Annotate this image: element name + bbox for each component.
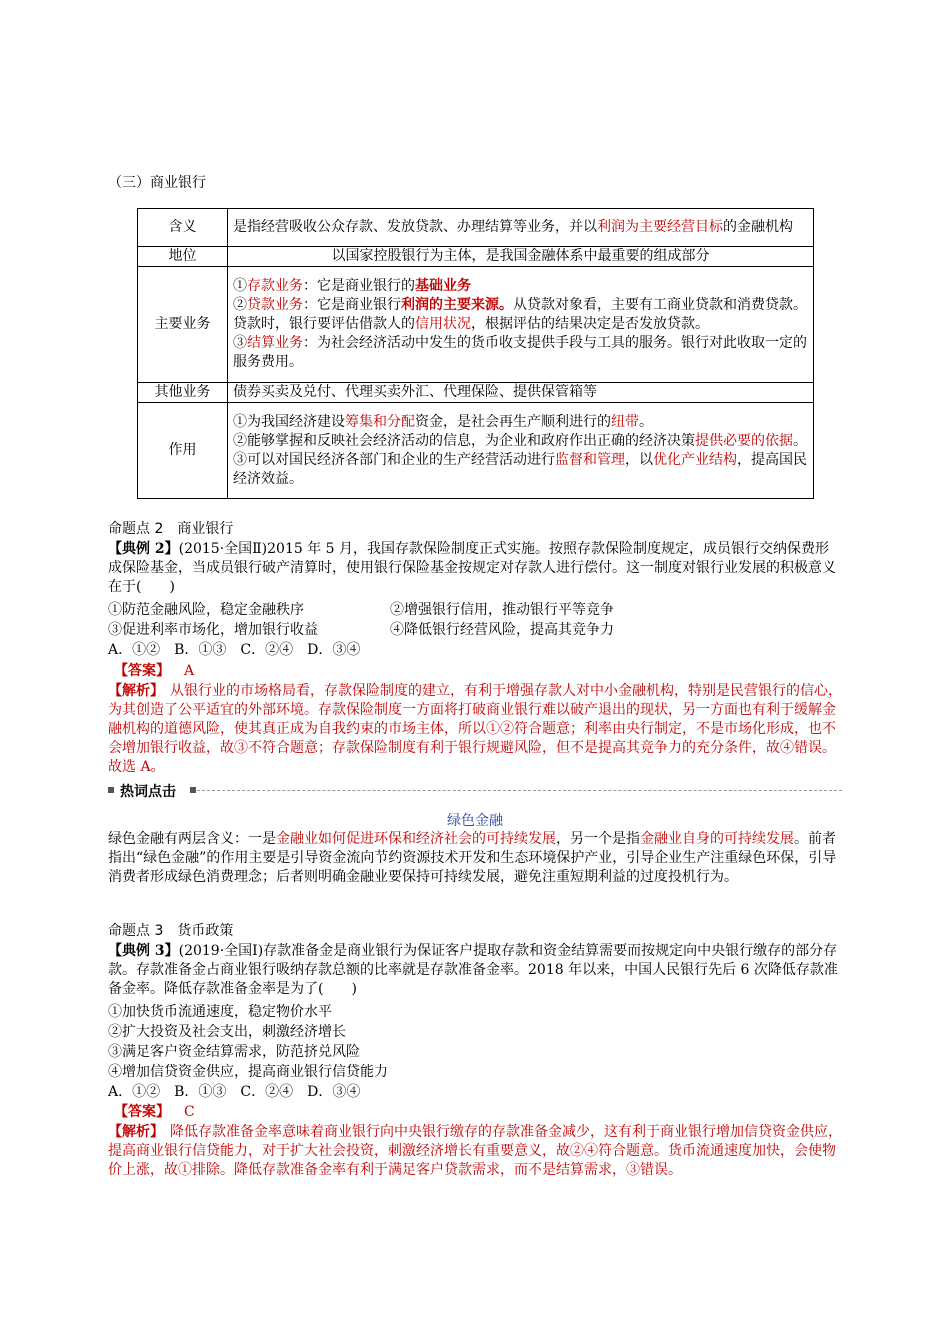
text-run: 利润的主要来源。	[401, 297, 513, 313]
text-run: 资金，是社会再生产顺利进行的	[415, 413, 611, 430]
row-body	[228, 403, 814, 499]
text-run: 是指经营吸收公众存款、发放贷款、办理结算等业务，并以	[233, 219, 597, 235]
question-stem: (2015·全国Ⅱ)2015 年 5 月，我国存款保险制度正式实施。按照存款保险制度规定，成员银行交纳保费形成保险基金，当成员银行破产清算时，使用银行保险基金按规定对存款人进行偿付。这一制度对银行业发展的积极意义在于( )	[108, 541, 836, 595]
bank-info-table	[137, 208, 814, 499]
text-run: 从贷款对象看，主要有工商业贷款和消费贷款。贷款时，银行要评估借款人的	[233, 297, 807, 332]
text-run: 的金融机构	[723, 219, 793, 235]
option: ③促进利率市场化，增加银行收益	[108, 622, 318, 638]
text-run: 。	[793, 432, 807, 449]
text-run: ，提高国民经济效益。	[233, 451, 807, 487]
row-head: 地位	[138, 247, 228, 267]
text-line	[233, 451, 808, 489]
topic3-stem	[108, 942, 842, 999]
text-run: ，根据评估的结果决定是否发放贷款。	[471, 316, 709, 332]
text-run: ，以	[625, 451, 653, 468]
option: ②扩大投资及社会支出，刺激经济增长	[108, 1024, 346, 1040]
answer	[114, 1103, 848, 1122]
text-run: 监督和管理	[555, 451, 625, 468]
row-body	[228, 209, 814, 247]
row-body	[228, 383, 814, 403]
text-run: ③可以对国民经济各部门和企业的生产经营活动进行	[233, 451, 555, 468]
square-bullet-icon	[190, 787, 196, 793]
table-row	[138, 403, 814, 499]
text-run: 贷款业务	[247, 297, 303, 313]
text-run: ：为社会经济活动中发生的货币收支提供手段与工具的服务。银行对此收取一定的服务费用。	[233, 335, 807, 370]
option: ②增强银行信用，推动银行平等竞争	[390, 602, 614, 618]
text-run: 。	[639, 413, 653, 430]
text-run: 利润为主要经营目标	[597, 219, 723, 235]
choices: A．①② B．①③ C．②④ D．③④	[108, 642, 361, 658]
text-run: 债券买卖及兑付、代理买卖外汇、代理保险、提供保管箱等	[233, 384, 597, 400]
text-run: 以国家控股银行为主体，是我国金融体系中最重要的组成部分	[331, 248, 710, 264]
text-run: ②	[233, 297, 247, 313]
divider	[192, 790, 842, 791]
analysis-text: 从银行业的市场格局看，存款保险制度的建立，有利于增强存款人对中小金融机构，特别是民营银行的信心，为其创造了公平适宜的外部环境。存款保险制度一方面将打破商业银行难以破产退出的现状，另一方面也有利于缓解金融机构的道德风险，使其真正成为自我约束的市场主体，所以①②符合题意；利率由央行制定，不是市场化形成，也不会增加银行收益，故③不符合题意；存款保险制度有利于银行规避风险，但不是提高其竞争力的充分条件，故④错误。故选 A。	[108, 683, 842, 775]
answer	[114, 662, 848, 681]
answer-value: C	[184, 1104, 195, 1120]
text-line	[233, 296, 808, 334]
analysis	[108, 1123, 842, 1180]
analysis	[108, 682, 842, 777]
text-run: ，另一个是指	[556, 831, 640, 847]
answer-value: A	[184, 663, 195, 679]
table-row	[138, 247, 814, 267]
text-run: 提供必要的依据	[695, 432, 793, 449]
text-run: 金融业如何促进环保和经济社会的可持续发展	[276, 831, 556, 847]
options-row-2	[108, 621, 842, 640]
text-line	[233, 413, 808, 432]
text-run: ③	[233, 335, 247, 351]
text-run: 基础业务	[415, 278, 471, 294]
option: ④降低银行经营风险，提高其竞争力	[390, 622, 614, 638]
text-run: 。前者指出“绿色金融”的作用主要是引导资金流向节约资源技术开发和生态环境保护产业，引导企业生产注重绿色环保，引导消费者形成绿色消费理念；后者则明确金融业要保持可持续发展，避免注重短期利益的过度投机行为。	[108, 831, 837, 885]
row-head: 含义	[138, 209, 228, 247]
square-bullet-icon	[108, 787, 114, 793]
option: ①防范金融风险，稳定金融秩序	[108, 602, 304, 618]
section-title: （三）商业银行	[108, 175, 206, 191]
analysis-text: 降低存款准备金率意味着商业银行向中央银行缴存的存款准备金减少，这有利于商业银行增加信贷资金供应，提高商业银行信贷能力，对于扩大社会投资，刺激经济增长有重要意义，故②④符合题意。货币流通速度加快，会使物价上涨，故①排除。降低存款准备金率有利于满足客户贷款需求，而不是结算需求，③错误。	[108, 1124, 842, 1178]
example-label: 【典例 2】	[108, 541, 179, 557]
analysis-label: 【解析】	[108, 683, 164, 699]
row-head: 主要业务	[138, 267, 228, 383]
topic2-stem	[108, 540, 842, 597]
option: ①加快货币流通速度，稳定物价水平	[108, 1004, 332, 1020]
text-run: 信用状况	[415, 316, 471, 332]
text-run: ①	[233, 278, 247, 294]
answer-label: 【答案】	[114, 1104, 170, 1120]
row-head: 作用	[138, 403, 228, 499]
row-body	[228, 247, 814, 267]
text-line	[233, 277, 808, 296]
table-row	[138, 383, 814, 403]
example-label: 【典例 3】	[108, 943, 179, 959]
text-run: ①为我国经济建设	[233, 413, 345, 430]
option: ③满足客户资金结算需求，防范挤兑风险	[108, 1044, 360, 1060]
answer-label: 【答案】	[114, 663, 170, 679]
text-line	[233, 432, 808, 451]
table-row	[138, 267, 814, 383]
option: ④增加信贷资金供应，提高商业银行信贷能力	[108, 1064, 388, 1080]
text-run: ②能够掌握和反映社会经济活动的信息，为企业和政府作出正确的经济决策	[233, 432, 695, 449]
text-run: 存款业务	[247, 278, 303, 294]
topic2-heading: 命题点 2 商业银行	[108, 521, 234, 537]
text-run: 金融业自身的可持续发展	[640, 831, 794, 847]
hot-words-label: 热词点击	[120, 781, 182, 801]
analysis-label: 【解析】	[108, 1124, 164, 1140]
table-row	[138, 209, 814, 247]
text-run: ：它是商业银行的	[303, 278, 415, 294]
text-run: ：它是商业银行	[303, 297, 401, 313]
row-body	[228, 267, 814, 383]
text-run: 绿色金融有两层含义：一是	[108, 831, 276, 847]
row-head: 其他业务	[138, 383, 228, 403]
hot-words-bar	[108, 781, 842, 799]
choices: A．①② B．①③ C．②④ D．③④	[108, 1084, 361, 1100]
text-line	[233, 334, 808, 372]
hot-words-title: 绿色金融	[447, 813, 503, 829]
text-run: 纽带	[611, 413, 639, 430]
hot-words-body	[108, 830, 842, 887]
text-run: 结算业务	[247, 335, 303, 351]
options-row-1	[108, 601, 842, 620]
text-run: 优化产业结构	[653, 451, 737, 468]
topic3-heading: 命题点 3 货币政策	[108, 923, 234, 939]
question-stem: (2019·全国Ⅰ)存款准备金是商业银行为保证客户提取存款和资金结算需要而按规定向中央银行缴存的部分存款。存款准备金占商业银行吸纳存款总额的比率就是存款准备金率。2018 年以来，中国人民银行先后 6 次降低存款准备金率。降低存款准备金率是为了( )	[108, 943, 838, 997]
text-run: 筹集和分配	[345, 413, 415, 430]
